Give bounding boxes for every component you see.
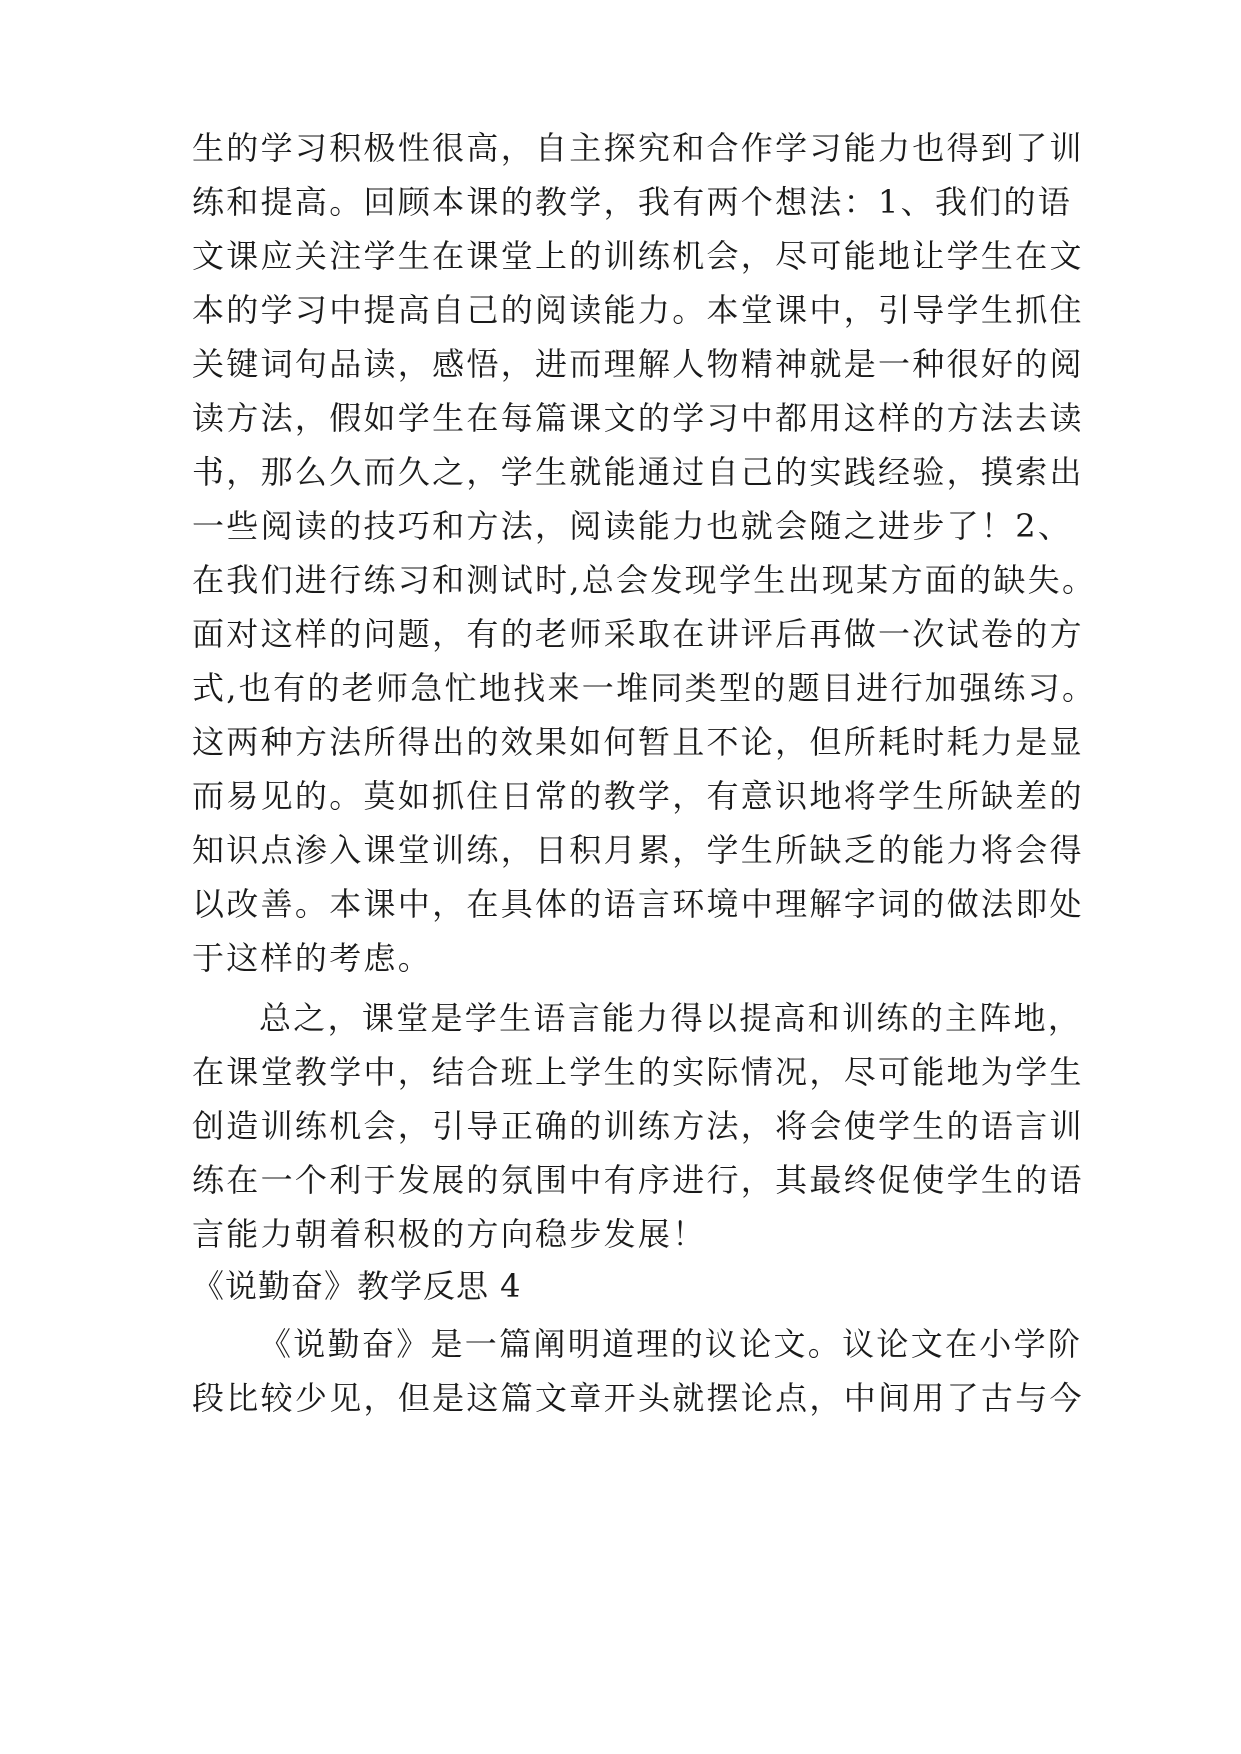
text-line: 《说勤奋》是一篇阐明道理的议论文。议论文在小学阶 (259, 1325, 1083, 1363)
text-line: 面对这样的问题，有的老师采取在讲评后再做一次试卷的方 (192, 615, 1084, 653)
text-line: 以改善。本课中，在具体的语言环境中理解字词的做法即处 (192, 885, 1084, 923)
text-line: 于这样的考虑。 (192, 939, 433, 977)
text-line: 生的学习积极性很高，自主探究和合作学习能力也得到了训 (192, 129, 1084, 167)
section-heading: 《说勤奋》教学反思 4 (192, 1267, 522, 1305)
text-line: 一些阅读的技巧和方法，阅读能力也就会随之进步了！2、 (192, 507, 1073, 545)
text-line: 创造训练机会，引导正确的训练方法，将会使学生的语言训 (192, 1107, 1084, 1145)
text-line: 而易见的。莫如抓住日常的教学，有意识地将学生所缺差的 (192, 777, 1084, 815)
text-line: 文课应关注学生在课堂上的训练机会，尽可能地让学生在文 (192, 237, 1084, 275)
text-line: 知识点渗入课堂训练，日积月累，学生所缺乏的能力将会得 (192, 831, 1084, 869)
text-line: 式,也有的老师急忙地找来一堆同类型的题目进行加强练习。 (192, 669, 1097, 707)
text-line: 本的学习中提高自己的阅读能力。本堂课中，引导学生抓住 (192, 291, 1084, 329)
text-line: 练和提高。回顾本课的教学，我有两个想法：1、我们的语 (192, 183, 1073, 221)
text-line: 言能力朝着积极的方向稳步发展！ (192, 1215, 707, 1253)
text-line: 总之，课堂是学生语言能力得以提高和训练的主阵地， (259, 999, 1083, 1037)
text-line: 在课堂教学中，结合班上学生的实际情况，尽可能地为学生 (192, 1053, 1084, 1091)
text-line: 读方法，假如学生在每篇课文的学习中都用这样的方法去读 (192, 399, 1084, 437)
text-line: 关键词句品读，感悟，进而理解人物精神就是一种很好的阅 (192, 345, 1084, 383)
text-line: 这两种方法所得出的效果如何暂且不论，但所耗时耗力是显 (192, 723, 1084, 761)
text-line: 练在一个利于发展的氛围中有序进行，其最终促使学生的语 (192, 1161, 1084, 1199)
text-line: 段比较少见，但是这篇文章开头就摆论点，中间用了古与今 (192, 1379, 1084, 1417)
text-line: 书，那么久而久之，学生就能通过自己的实践经验，摸索出 (192, 453, 1084, 491)
text-line: 在我们进行练习和测试时,总会发现学生出现某方面的缺失。 (192, 561, 1097, 599)
